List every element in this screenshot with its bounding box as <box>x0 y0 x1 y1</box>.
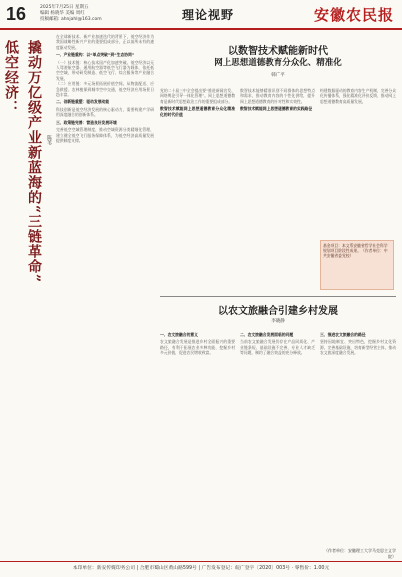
fund-note-box: 基金项目：本文系安徽省哲学社会科学规划项目阶段性成果。（作者单位：中共安徽省委党校） <box>320 240 394 290</box>
left-headline-part1: 低空经济： <box>3 40 19 115</box>
article-divider <box>160 296 396 297</box>
editor-credit: 编辑 杨晓华 美编 周红 <box>40 11 85 16</box>
top-article-title: 以数智技术赋能新时代 <box>228 46 328 57</box>
left-headline-part2: 撬动万亿级产业新蓝海的“三链革命” <box>26 40 42 284</box>
bottom-col2-text: 当前农文旅融合发展仍存在产品同质化、产业链条短、基础设施不完善、专业人才缺乏等问题，制约了融合效益的充分释放。 <box>240 339 315 356</box>
top-article-subtitle: 网上思想道德教育分众化、精准化 <box>214 58 342 68</box>
top-article-col2 <box>240 88 315 288</box>
page-footer: 本印单位：新安传媒印务公司 | 合肥市蜀山区黄山路599号 | 广告发布登记：皖广登字〔2020〕003号 · 零售价：1.00元 <box>0 561 402 577</box>
left-body-1: （一）技术链：核心技术国产化加速突破。低空经济以无人驾驶航空器、通用航空器等低空飞行器为载体，依托低空空域，带动研发制造、低空飞行、综合服务等产业融合发展。 <box>56 59 154 81</box>
left-intro: 在全球新技术、新产业加速迭代的背景下，低空经济作为我国战略性新兴产业的重要组成部分，正以前所未有的速度驱动发展。 <box>56 34 154 50</box>
bottom-col1-subhead: 一、农文旅融合的意义 <box>160 332 198 337</box>
newspaper-masthead: 安徽农民报 <box>313 6 394 24</box>
left-body-3: 科技创新是低空经济发展的核心驱动力，需要构建产学研用深度融合的创新体系。 <box>56 106 154 118</box>
top-article-col1 <box>160 88 235 288</box>
left-body-4: 完善低空空域管理制度，推动空域资源分类精细化管理，建立健全低空飞行服务保障体系，为低空经济高质量发展提供制度支撑。 <box>56 127 154 143</box>
bottom-col3-text: 坚持因地制宜、突出特色，挖掘乡村文化资源，完善基础设施，培育新型经营主体，推动农文旅深度融合发展。 <box>320 339 396 356</box>
left-subhead-1: 一、产业链重构：以“单点突破”到“生态协同” <box>56 52 135 58</box>
top-article-author: 韩广平 <box>271 73 285 78</box>
section-title: 理论视野 <box>182 8 235 22</box>
left-body-2: （二）应用链：多元场景拓展价值空间。从物流配送、应急救援、农林植保到城市空中交通，低空经济应用场景日趋丰富。 <box>56 81 154 98</box>
bottom-article-col3 <box>320 330 396 550</box>
page-number: 16 <box>6 4 27 24</box>
issue-date: 2025年7月25日 星期五 <box>40 5 89 10</box>
submission-email: 投稿邮箱: ahnjahl@163.com <box>40 17 102 22</box>
top-col1-subhead: 数智技术赋能网上思想道德教育分众化精准化的时代价值 <box>160 106 235 117</box>
left-article-body <box>56 34 154 544</box>
left-subhead-2: 二、创新链重塑：驱动发展动能 <box>56 99 110 105</box>
bottom-article-affiliation: （作者单位：安徽理工大学马克思主义学院） <box>324 548 396 559</box>
top-col2-text: 数智技术能够精准识别不同群体的思想特点和需求，推动教育内容的个性化供给，提升网上思想道德教育的针对性和实效性。 <box>240 88 315 104</box>
bottom-article-title: 以农文旅融合引建乡村发展 <box>218 306 338 317</box>
bottom-col3-subhead: 三、推进农文旅融合的路径 <box>320 332 366 337</box>
top-col3-text: 构建数据驱动的教育内容生产机制，完善分众化传播体系，强化精准化评价反馈，推动网上思想道德教育高质量发展。 <box>320 88 396 104</box>
bottom-article-col2 <box>240 330 315 550</box>
top-col2-subhead: 数智技术赋能网上思想道德教育的实践路径 <box>240 106 313 112</box>
bottom-article-author: 李晓静 <box>271 319 285 324</box>
header-rule <box>0 28 402 30</box>
bottom-col2-subhead: 二、农文旅融合发展面临的问题 <box>240 332 294 337</box>
issue-meta <box>40 5 102 23</box>
top-col1-text: 党的二十届三中全会提出要“推进新闻宣发、网络舆论引导一体化管理”。网上思想道德教育是新时代思想政治工作的重要组成部分。 <box>160 88 235 104</box>
bottom-article-col1 <box>160 330 235 550</box>
bottom-col1-text: 农文旅融合发展是推进乡村全面振兴的重要路径，有利于拓展农业多种功能、挖掘乡村多元价值，促进农民增收致富。 <box>160 339 235 356</box>
left-subhead-3: 三、政策链完善：营造良好发展环境 <box>56 119 117 125</box>
left-article-author: 陈苇 <box>46 135 52 145</box>
top-article-col3 <box>320 88 396 238</box>
